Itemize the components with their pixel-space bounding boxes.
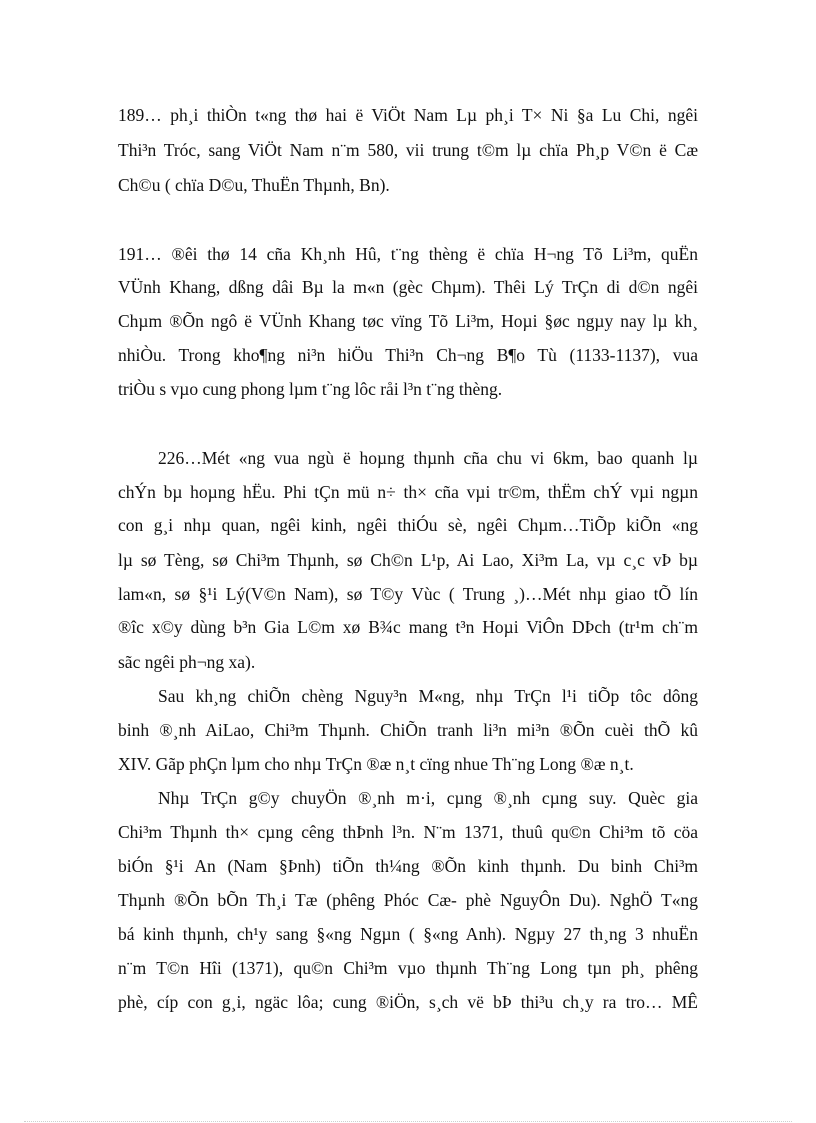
paragraph-191-line-5: triÒu s vµo cung phong lµm t¨ng lôc råi l³n t¨ng thèng. <box>118 379 503 399</box>
paragraph-nha-tran-line-2: Chi³m Thµnh th× cµng cêng thÞnh l³n. N¨m 1371, thuû qu©n Chi³m tõ cöa <box>118 822 698 842</box>
paragraph-191-line-3: Chµm ®Õn ngô ë VÜnh Khang tøc vïng Tõ Li³m, Hoµi §øc ngµy nay lµ kh¸ <box>118 311 698 331</box>
paragraph-189-line-2: Thi³n Tróc, sang ViÖt Nam n¨m 580, vii trung t©m lµ chïa Ph¸p V©n ë Cæ <box>118 140 698 160</box>
paragraph-226-line-1: 226…Mét «ng vua ngù ë hoµng thµnh cña chu vi 6km, bao quanh lµ <box>158 448 698 468</box>
paragraph-226-line-3: con g¸i nhµ quan, ngêi kinh, ngêi thiÓu sè, ngêi Chµm…TiÕp kiÕn «ng <box>118 515 698 535</box>
paragraph-189-line-3: Ch©u ( chïa D©u, ThuËn Thµnh, Bn). <box>118 175 390 195</box>
paragraph-191-line-2: VÜnh Khang, dßng dâi Bµ la m«n (gèc Chµm). Thêi Lý TrÇn di d©n ngêi <box>118 277 698 297</box>
paragraph-226-line-4: lµ sø Tèng, sø Chi³m Thµnh, sø Ch©n L¹p, Ai Lao, Xi³m La, vµ c¸c vÞ bµ <box>118 550 698 570</box>
paragraph-189-line-1: 189… ph¸i thiÒn t«ng thø hai ë ViÖt Nam Lµ ph¸i T× Ni §a Lu Chi, ngêi <box>118 105 698 125</box>
paragraph-191-line-1: 191… ®êi thø 14 cña Kh¸nh Hû, t¨ng thèng ë chïa H¬ng Tõ Li³m, quËn <box>118 244 698 264</box>
paragraph-226-line-5: lam«n, sø §¹i Lý(V©n Nam), sø T©y Vùc ( Trung ¸)…Mét nhµ giao tÕ lín <box>118 584 698 604</box>
paragraph-nha-tran-line-1: Nhµ TrÇn g©y chuyÖn ®¸nh m·i, cµng ®¸nh cµng suy. Quèc gia <box>158 788 698 808</box>
paragraph-nha-tran-line-4: Thµnh ®Õn bÕn Th¸i Tæ (phêng Phóc Cæ- phè NguyÔn Du). NghÖ T«ng <box>118 890 698 910</box>
paragraph-226-line-7: sãc ngêi ph¬ng xa). <box>118 652 256 672</box>
paragraph-sau-khang-chien-line-2: binh ®¸nh AiLao, Chi³m Thµnh. ChiÕn tranh li³n mi³n ®Õn cuèi thÕ kû <box>118 720 698 740</box>
paragraph-nha-tran-line-3: biÓn §¹i An (Nam §Þnh) tiÕn th¼ng ®Õn kinh thµnh. Du binh Chi³m <box>118 856 698 876</box>
paragraph-nha-tran-line-6: n¨m T©n Hîi (1371), qu©n Chi³m vµo thµnh Th¨ng Long tµn ph¸ phêng <box>118 958 698 978</box>
paragraph-sau-khang-chien-line-3: XIV. Gãp phÇn lµm cho nhµ TrÇn ®æ n¸t cïng nhue Th¨ng Long ®æ n¸t. <box>118 754 634 774</box>
paragraph-226-line-2: chÝn bµ hoµng hËu. Phi tÇn mü n÷ th× cña vµi tr©m, thËm chÝ vµi ngµn <box>118 482 698 502</box>
paragraph-226-line-6: ®îc x©y dùng b³n Gia L©m xø B¾c mang t³n Hoµi ViÔn DÞch (tr¹m ch¨m <box>118 617 698 637</box>
paragraph-nha-tran-line-5: bá kinh thµnh, ch¹y sang §«ng Ngµn ( §«ng Anh). Ngµy 27 th¸ng 3 nhuËn <box>118 924 698 944</box>
paragraph-nha-tran-line-7: phè, cíp con g¸i, ngäc lôa; cung ®iÖn, s¸ch vë bÞ thi³u ch¸y ra tro… MÊ <box>118 992 698 1012</box>
page-bottom-divider <box>24 1121 792 1122</box>
paragraph-sau-khang-chien-line-1: Sau kh¸ng chiÕn chèng Nguy³n M«ng, nhµ TrÇn l¹i tiÕp tôc dông <box>158 686 698 706</box>
paragraph-191-line-4: nhiÒu. Trong kho¶ng ni³n hiÖu Thi³n Ch¬ng B¶o Tù (1133-1137), vua <box>118 345 698 365</box>
